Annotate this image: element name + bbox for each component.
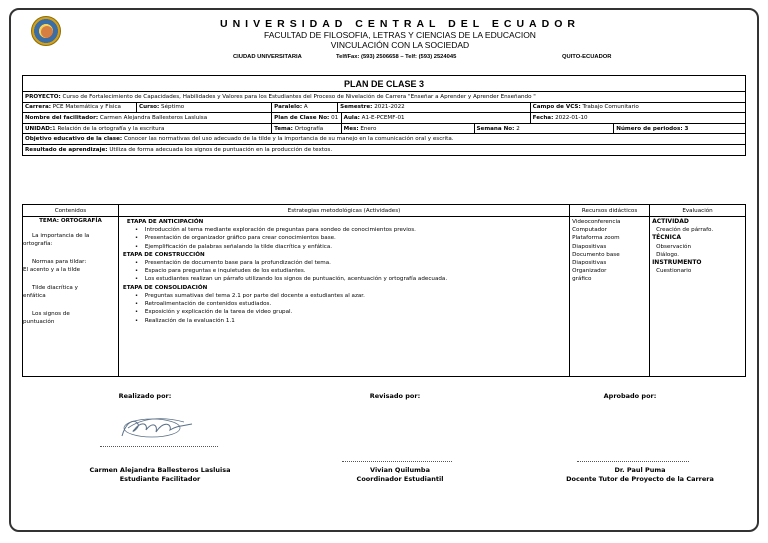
evaluacion-item: Observación bbox=[656, 243, 692, 250]
unidad-value: 1 Relación de la ortografía y la escritura bbox=[52, 125, 165, 132]
stage-items bbox=[135, 226, 565, 251]
carrera-cell bbox=[23, 102, 137, 113]
city-line-right: QUITO-ECUADOR bbox=[562, 54, 612, 60]
recurso-item: Videoconferencia bbox=[572, 219, 621, 225]
semana-label: Semana No: bbox=[476, 125, 515, 132]
facilitador-label: Nombre del facilitador: bbox=[25, 114, 99, 121]
stage-title: ETAPA DE ANTICIPACIÓN bbox=[126, 219, 204, 225]
facilitador-cell bbox=[23, 113, 272, 124]
phone-line: Telf/Fax: (593) 2506658 – Telf: (593) 2524045 bbox=[336, 54, 457, 60]
fecha-label: Fecha: bbox=[532, 114, 554, 121]
curso-value: Séptimo bbox=[161, 104, 185, 111]
objetivo-label: Objetivo educativo de la clase: bbox=[25, 136, 123, 143]
recurso-item: Documento base bbox=[572, 251, 620, 258]
aprobado-block bbox=[540, 466, 740, 484]
campo-label: Campo de VCS: bbox=[532, 104, 581, 111]
aprobado-name: Dr. Paul Puma bbox=[614, 466, 666, 474]
revisado-name: Vivian Quilumba bbox=[370, 466, 430, 474]
resultado-row bbox=[23, 144, 746, 155]
aula-value: A1-E-PCEMF-01 bbox=[361, 114, 405, 121]
revisado-block bbox=[310, 466, 490, 484]
university-seal-logo bbox=[31, 16, 61, 46]
stage-item: • Exposición y explicación de la tarea de video grupal. bbox=[135, 308, 565, 316]
stage-item: • Ejemplificación de palabras señalando la tilde diacrítica y enfática. bbox=[135, 243, 565, 251]
plan-title: PLAN DE CLASE 3 bbox=[23, 76, 746, 92]
evaluacion-item: Diálogo. bbox=[656, 251, 679, 258]
handwritten-signature bbox=[112, 414, 202, 442]
recurso-item: Diapositivas bbox=[572, 243, 607, 250]
recurso-item: Diapositivas bbox=[572, 260, 607, 267]
signature-line-aprobado bbox=[577, 461, 689, 462]
col-evaluacion: Evaluación bbox=[650, 205, 746, 217]
tema-value: Ortografía bbox=[294, 125, 324, 132]
mes-label: Mes: bbox=[343, 125, 359, 132]
topic-item bbox=[23, 258, 118, 274]
recurso-item: Organizador bbox=[572, 268, 607, 275]
recurso-item: Computador bbox=[572, 227, 607, 234]
revisado-role: Coordinador Estudiantil bbox=[356, 475, 444, 483]
carrera-label: Carrera: bbox=[25, 104, 51, 111]
stage-block bbox=[123, 218, 565, 251]
fecha-value: 2022-01-10 bbox=[555, 114, 588, 121]
realizado-label-text: Realizado por: bbox=[118, 392, 172, 400]
tema-heading: TEMA: ORTOGRAFÍA bbox=[39, 218, 102, 224]
mes-value: Enero bbox=[360, 125, 377, 132]
topic-line: Tilde diacrítica y bbox=[32, 285, 78, 291]
topic-line: enfática bbox=[23, 293, 46, 299]
revisado-label bbox=[340, 392, 450, 400]
campo-value: Trabajo Comunitario bbox=[582, 104, 639, 111]
activities-table bbox=[22, 204, 746, 377]
contenidos-cell bbox=[23, 217, 119, 377]
stage-item: • Realización de la evaluación 1.1 bbox=[135, 317, 565, 325]
semana-value: 2 bbox=[516, 125, 520, 132]
stage-item: • Espacio para preguntas e inquietudes de los estudiantes. bbox=[135, 267, 565, 275]
topic-line: puntuación bbox=[23, 319, 55, 325]
topic-line: La importancia de la bbox=[32, 233, 90, 239]
stage-item: • Los estudiantes realizan un párrafo utilizando los signos de puntuación, acentuación y ortografía adecuada. bbox=[135, 275, 565, 283]
document-header bbox=[200, 18, 600, 50]
stage-item: • Preguntas sumativas del tema 2.1 por parte del docente a estudiantes al azar. bbox=[135, 292, 565, 300]
resultado-value: Utiliza de forma adecuada los signos de puntuación en la producción de textos. bbox=[109, 146, 333, 153]
objetivo-row bbox=[23, 134, 746, 145]
stage-title: ETAPA DE CONSTRUCCIÓN bbox=[122, 251, 205, 258]
aula-cell bbox=[341, 113, 530, 124]
topic-line: Los signos de bbox=[32, 311, 70, 317]
unit-name: VINCULACIÓN CON LA SOCIEDAD bbox=[330, 40, 470, 50]
topic-list bbox=[23, 232, 118, 326]
facilitador-value: Carmen Alejandra Ballesteros Lasluisa bbox=[99, 114, 208, 121]
stage-item: • Presentación de documento base para la profundización del tema. bbox=[135, 259, 565, 267]
semestre-value: 2021-2022 bbox=[374, 104, 405, 111]
topic-line: ortografía: bbox=[23, 241, 53, 247]
paralelo-label: Paralelo: bbox=[274, 104, 303, 111]
evaluacion-item: Creación de párrafo. bbox=[656, 227, 714, 234]
realizado-role: Estudiante Facilitador bbox=[119, 475, 201, 483]
paralelo-cell bbox=[272, 102, 338, 113]
proyecto-label: PROYECTO: bbox=[25, 93, 61, 100]
evaluacion-item: INSTRUMENTO bbox=[652, 259, 702, 267]
col-contenidos: Contenidos bbox=[23, 205, 119, 217]
col-estrategias: Estrategias metodológicas (Actividades) bbox=[118, 205, 569, 217]
mes-cell bbox=[341, 123, 474, 134]
objetivo-value: Conocer las normativas del uso adecuado de la tilde y la importancia de su manejo en la comunicación oral y escrita. bbox=[123, 136, 454, 143]
stage-items bbox=[135, 292, 565, 325]
carrera-value: PCE Matemática y Física bbox=[52, 104, 121, 111]
aprobado-role: Docente Tutor de Proyecto de la Carrera bbox=[566, 475, 714, 483]
realizado-block bbox=[60, 466, 260, 484]
evaluacion-item: ACTIVIDAD bbox=[652, 218, 689, 225]
plan-info-table bbox=[22, 75, 746, 156]
topic-item bbox=[23, 310, 118, 326]
evaluacion-list bbox=[652, 218, 743, 275]
stage-title: ETAPA DE CONSOLIDACIÓN bbox=[122, 284, 208, 291]
proyecto-row bbox=[23, 92, 746, 103]
unidad-label: UNIDAD: bbox=[25, 125, 53, 132]
signature-line-realizado bbox=[100, 446, 218, 447]
stage-items bbox=[135, 259, 565, 284]
semestre-label: Semestre: bbox=[340, 104, 373, 111]
paralelo-value: A bbox=[303, 104, 308, 111]
evaluacion-cell bbox=[650, 217, 746, 377]
topic-item bbox=[23, 232, 118, 248]
fecha-cell bbox=[530, 113, 745, 124]
topic-line: El acento y a la tilde bbox=[23, 267, 81, 273]
periodos-cell: Número de periodos: 3 bbox=[614, 123, 746, 134]
aprobado-label-text: Aprobado por: bbox=[603, 392, 657, 400]
tema-cell bbox=[272, 123, 341, 134]
semestre-cell bbox=[338, 102, 530, 113]
city-line-left: CIUDAD UNIVERSITARIA bbox=[233, 54, 302, 60]
curso-cell bbox=[137, 102, 272, 113]
proyecto-value: Curso de Fortalecimiento de Capacidades, Habilidades y Valores para los Estudiantes del Proceso de Nivelación de Carrera "Enseñar a Aprender y Aprender Enseñando " bbox=[62, 93, 536, 100]
stage-item: • Retroalimentación de contenidos estudiados. bbox=[135, 300, 565, 308]
signature-line-revisado bbox=[342, 461, 452, 462]
recurso-item: Plataforma zoom bbox=[572, 235, 620, 242]
aula-label: Aula: bbox=[343, 114, 360, 121]
stage-item: • Presentación de organizador gráfico para crear conocimientos base. bbox=[135, 234, 565, 242]
plan-no-cell bbox=[272, 113, 341, 124]
topic-line: Normas para tildar: bbox=[32, 259, 87, 265]
stage-block bbox=[123, 284, 565, 325]
revisado-label-text: Revisado por: bbox=[369, 392, 421, 400]
estrategias-cell bbox=[118, 217, 569, 377]
stage-block bbox=[123, 251, 565, 284]
stage-list bbox=[123, 218, 565, 325]
plan-no-label: Plan de Clase No: bbox=[274, 114, 330, 121]
recurso-item: gráfico bbox=[572, 276, 592, 283]
campo-cell bbox=[530, 102, 745, 113]
plan-no-value: 01 bbox=[331, 114, 339, 121]
aprobado-label bbox=[575, 392, 685, 400]
resultado-label: Resultado de aprendizaje: bbox=[25, 146, 108, 153]
recursos-cell bbox=[570, 217, 650, 377]
realizado-name: Carmen Alejandra Ballesteros Lasluisa bbox=[89, 466, 231, 474]
unidad-cell bbox=[23, 123, 272, 134]
faculty-name: FACULTAD DE FILOSOFIA, LETRAS Y CIENCIAS DE LA EDUCACION bbox=[264, 30, 536, 40]
evaluacion-item: TÉCNICA bbox=[652, 234, 681, 242]
evaluacion-item: Cuestionario bbox=[656, 268, 692, 275]
topic-item bbox=[23, 284, 118, 300]
curso-label: Curso: bbox=[139, 104, 160, 111]
realizado-label bbox=[100, 392, 190, 400]
semana-cell bbox=[474, 123, 614, 134]
stage-item: • Introducción al tema mediante exploración de preguntas para sondeo de conocimientos previos. bbox=[135, 226, 565, 234]
university-name: UNIVERSIDAD CENTRAL DEL ECUADOR bbox=[220, 18, 580, 30]
tema-label: Tema: bbox=[274, 125, 293, 132]
col-recursos: Recursos didácticos bbox=[570, 205, 650, 217]
recursos-list bbox=[572, 218, 647, 284]
